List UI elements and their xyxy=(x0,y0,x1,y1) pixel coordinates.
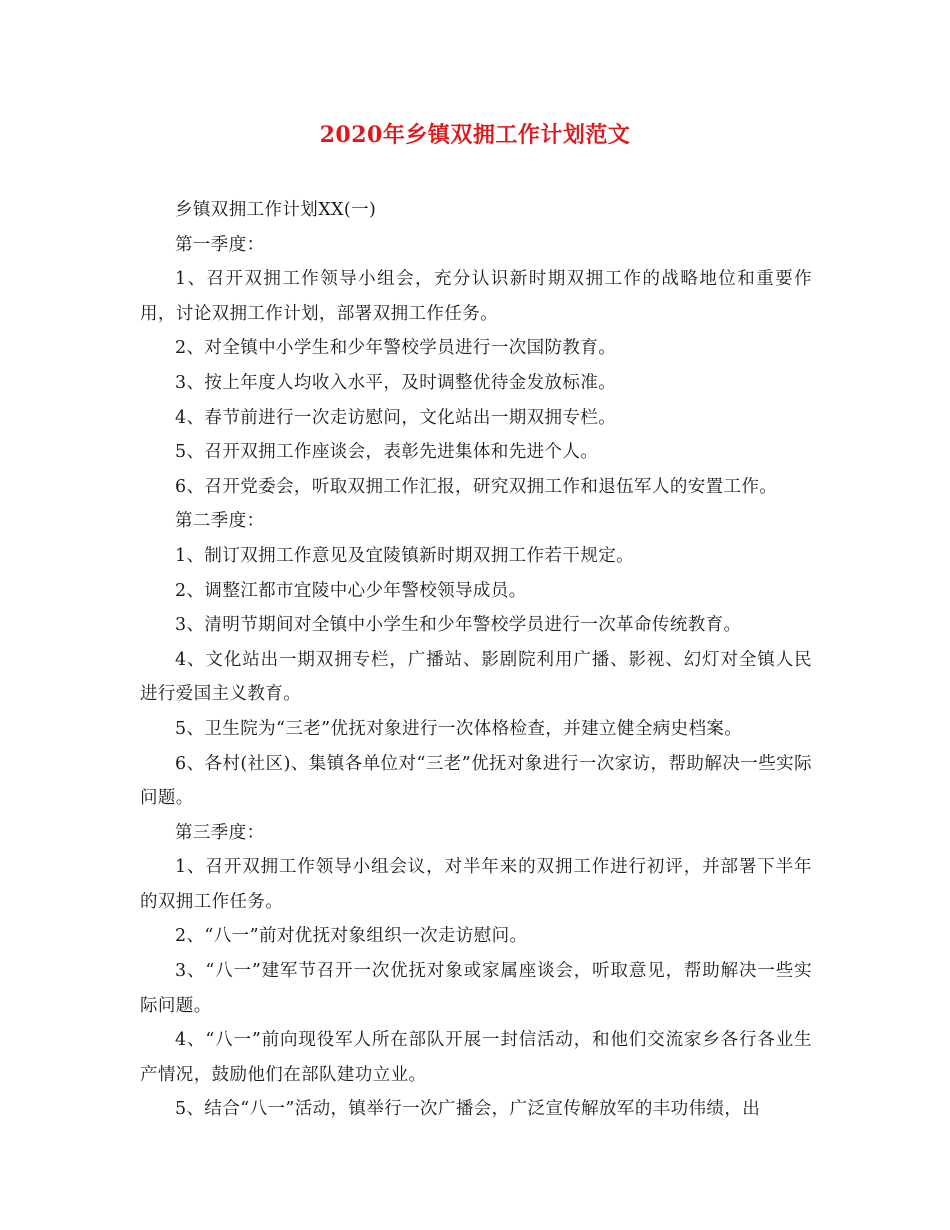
paragraph: 6、召开党委会，听取双拥工作汇报，研究双拥工作和退伍军人的安置工作。 xyxy=(175,476,778,497)
paragraph: 3、“八一”建军节召开一次优抚对象或家属座谈会，听取意见，帮助解决一些实际问题。 xyxy=(140,961,812,1016)
paragraph: 1、制订双拥工作意见及宜陵镇新时期双拥工作若干规定。 xyxy=(175,545,635,566)
paragraph: 1、召开双拥工作领导小组会，充分认识新时期双拥工作的战略地位和重要作用，讨论双拥工作计划，部署双拥工作任务。 xyxy=(140,269,812,324)
section-heading: 第三季度： xyxy=(175,822,265,843)
paragraph: 2、“八一”前对优抚对象组织一次走访慰问。 xyxy=(175,926,528,947)
paragraph: 6、各村(社区)、集镇各单位对“三老”优抚对象进行一次家访，帮助解决一些实际问题。 xyxy=(140,753,812,809)
paragraph: 乡镇双拥工作计划XX(一) xyxy=(175,200,377,220)
paragraph: 3、清明节期间对全镇中小学生和少年警校学员进行一次革命传统教育。 xyxy=(175,615,742,636)
document-body xyxy=(140,193,812,1127)
paragraph: 4、春节前进行一次走访慰问，文化站出一期双拥专栏。 xyxy=(175,407,617,428)
document-title: 2020年乡镇双拥工作计划范文 xyxy=(319,122,631,148)
paragraph: 3、按上年度人均收入水平，及时调整优待金发放标准。 xyxy=(175,372,617,393)
paragraph: 1、召开双拥工作领导小组会议，对半年来的双拥工作进行初评，并部署下半年的双拥工作任务。 xyxy=(140,857,812,912)
paragraph: 2、调整江都市宜陵中心少年警校领导成员。 xyxy=(175,580,527,601)
paragraph: 5、卫生院为“三老”优抚对象进行一次体格检查，并建立健全病史档案。 xyxy=(175,718,743,739)
paragraph: 5、召开双拥工作座谈会，表彰先进集体和先进个人。 xyxy=(175,442,599,463)
section-heading: 第一季度： xyxy=(175,234,265,255)
section-heading: 第二季度： xyxy=(175,511,265,532)
paragraph: 2、对全镇中小学生和少年警校学员进行一次国防教育。 xyxy=(175,338,617,359)
paragraph: 4、“八一”前向现役军人所在部队开展一封信活动，和他们交流家乡各行各业生产情况，鼓励他们在部队建功立业。 xyxy=(140,1030,812,1085)
paragraph: 4、文化站出一期双拥专栏，广播站、影剧院利用广播、影视、幻灯对全镇人民进行爱国主义教育。 xyxy=(140,649,812,705)
paragraph: 5、结合“八一”活动，镇举行一次广播会，广泛宣传解放军的丰功伟绩，出 xyxy=(175,1099,761,1120)
